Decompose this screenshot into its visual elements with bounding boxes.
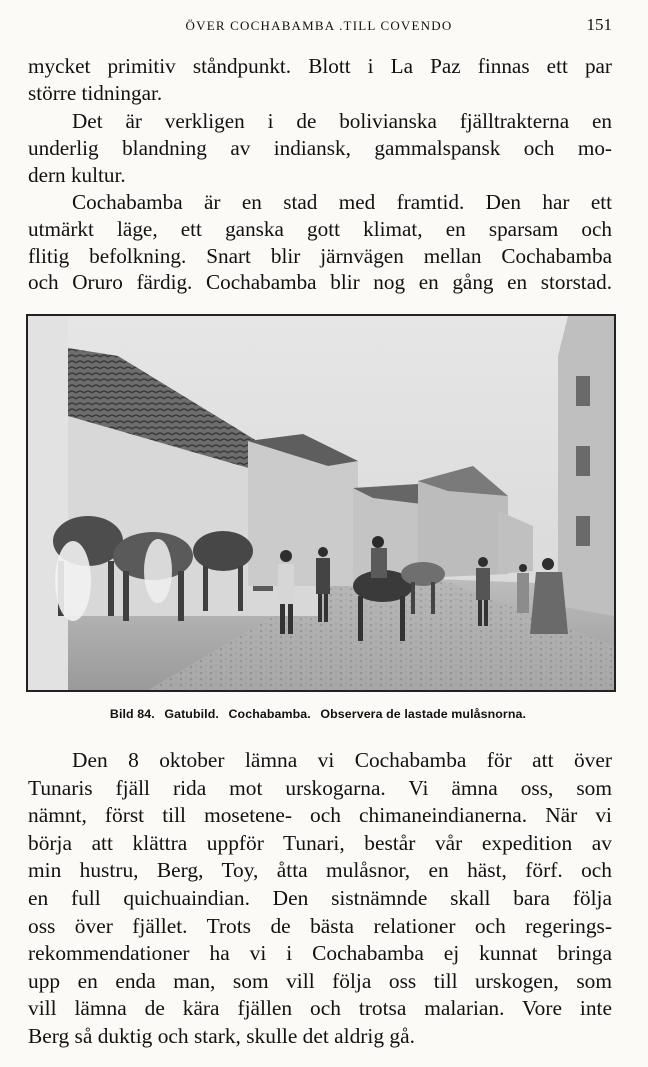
window [576,516,590,546]
text-line: Den 8 oktober lämna vi Cochabamba för att över [72,748,612,772]
figure-title: Gatubild. [164,707,219,721]
figure-note: Observera de lastade mulåsnorna. [320,707,527,721]
window [576,376,590,406]
text-line: och Oruro färdig. Cochabamba blir nog en gång en storstad. [28,270,612,295]
bright-figure [55,541,91,621]
paragraph-3 [28,189,612,296]
text-line: vill lämna de kära fjällen och trotsa malarian. Vore inte [28,996,612,1021]
window [576,446,590,476]
text-line: underlig blandning av indiansk, gammalspansk och mo- [28,135,612,160]
text-line: rekommendationer ha vi i Cochabamba ej kunnat bringa [28,941,612,966]
text-line: en full quichuaindian. Den sistnämnde skall bara följa [28,885,612,910]
running-head [26,14,612,42]
text-line: utmärkt läge, ett ganska gott klimat, en sparsam och [28,216,612,241]
page-number: 151 [586,15,612,34]
text-line: mycket primitiv ståndpunkt. Blott i La Paz finnas ett par [28,54,612,78]
text-line: Cochabamba är en stad med framtid. Den har ett [72,190,612,214]
text-line: oss över fjället. Trots de bästa relationer och regerings- [28,913,612,938]
text-line: större tidningar. [28,80,163,105]
text-line: Det är verkligen i de bolivianska fjälltrakterna en [72,109,612,133]
text-line: Tunaris fjäll rida mot urskogarna. Vi ämna oss, som [28,775,612,800]
paragraph-2 [28,108,612,188]
figure-number: Bild 84. [109,707,155,721]
street-photograph [26,314,616,692]
paragraph-1 [28,53,612,107]
text-line: nämnt, först till mosetene- och chimaneindianerna. När vi [28,803,612,828]
left-wall [28,316,68,690]
bright-figure [144,539,172,603]
text-line: Berg så duktig och stark, skulle det aldrig gå. [28,1023,415,1048]
text-line: flitig befolkning. Snart blir järnvägen mellan Cochabamba [28,243,612,268]
street-scene-illustration [28,316,614,690]
figure-caption [26,707,616,721]
text-line: min hustru, Berg, Toy, åtta mulåsnor, en häst, förf. och [28,858,612,883]
text-line: börja att klättra uppför Tunari, består vår expedition av [28,830,612,855]
figure-place: Cochabamba. [228,707,311,721]
running-title: ÖVER COCHABAMBA .TILL COVENDO [185,18,453,33]
text-line: upp en enda man, som vill följa oss till urskogen, som [28,968,612,993]
text-line: dern kultur. [28,162,126,187]
paragraph-4 [28,747,612,1051]
